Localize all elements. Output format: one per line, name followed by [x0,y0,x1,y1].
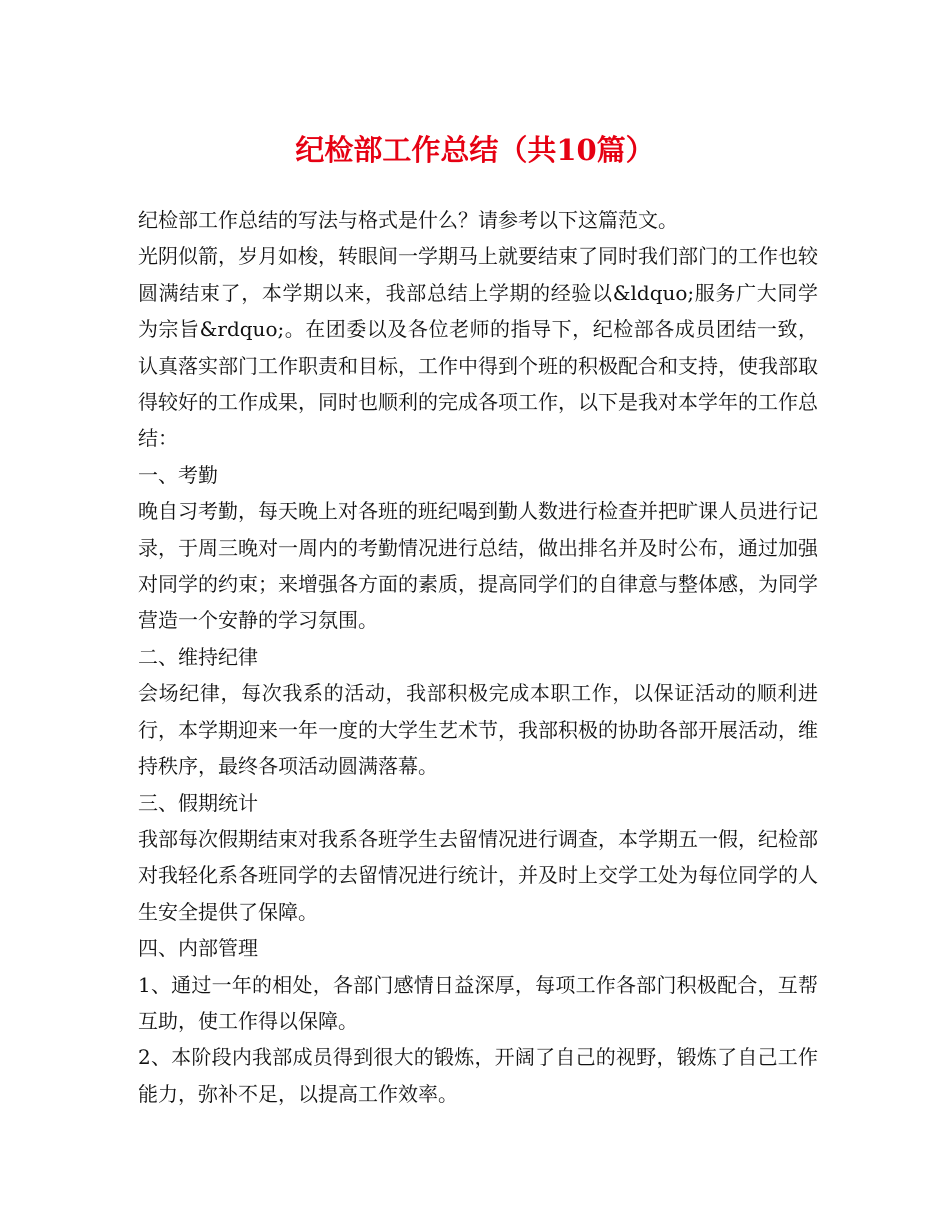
document-body [138,202,818,1112]
discipline-paragraph: 会场纪律，每次我系的活动，我部积极完成本职工作，以保证活动的顺利进行，本学期迎来一年一度的大学生艺术节，我部积极的协助各部开展活动，维持秩序，最终各项活动圆满落幕。 [138,681,818,779]
section-heading-attendance: 一、考勤 [138,462,218,487]
section-heading-holiday-stats: 三、假期统计 [138,790,258,815]
section-heading-discipline: 二、维持纪律 [138,644,258,669]
document-title: 纪检部工作总结（共10篇） [295,133,655,167]
opening-paragraph: 光阴似箭，岁月如梭，转眼间一学期马上就要结束了同时我们部门的工作也较圆满结束了，本学期以来，我部总结上学期的经验以&ldquo;服务广大同学为宗旨&rdquo;。在团委以及各位老师的指导下，纪检部各成员团结一致，认真落实部门工作职责和目标，工作中得到个班的积极配合和支持，使我部取得较好的工作成果，同时也顺利的完成各项工作，以下是我对本学年的工作总结： [138,244,818,451]
internal-management-item-1: 1、通过一年的相处，各部门感情日益深厚，每项工作各部门积极配合，互帮互助，使工作得以保障。 [138,972,818,1033]
intro-paragraph: 纪检部工作总结的写法与格式是什么？请参考以下这篇范文。 [138,208,678,232]
holiday-stats-paragraph: 我部每次假期结束对我系各班学生去留情况进行调查，本学期五一假，纪检部对我轻化系各班同学的去留情况进行统计，并及时上交学工处为每位同学的人生安全提供了保障。 [138,826,818,924]
section-heading-internal-management: 四、内部管理 [138,936,258,961]
internal-management-item-2: 2、本阶段内我部成员得到很大的锻炼，开阔了自己的视野，锻炼了自己工作能力，弥补不足，以提高工作效率。 [138,1045,818,1106]
attendance-paragraph: 晚自习考勤，每天晚上对各班的班纪喝到勤人数进行检查并把旷课人员进行记录，于周三晚对一周内的考勤情况进行总结，做出排名并及时公布，通过加强对同学的约束；来增强各方面的素质，提高同学们的自律意与整体感，为同学营造一个安静的学习氛围。 [138,499,818,633]
